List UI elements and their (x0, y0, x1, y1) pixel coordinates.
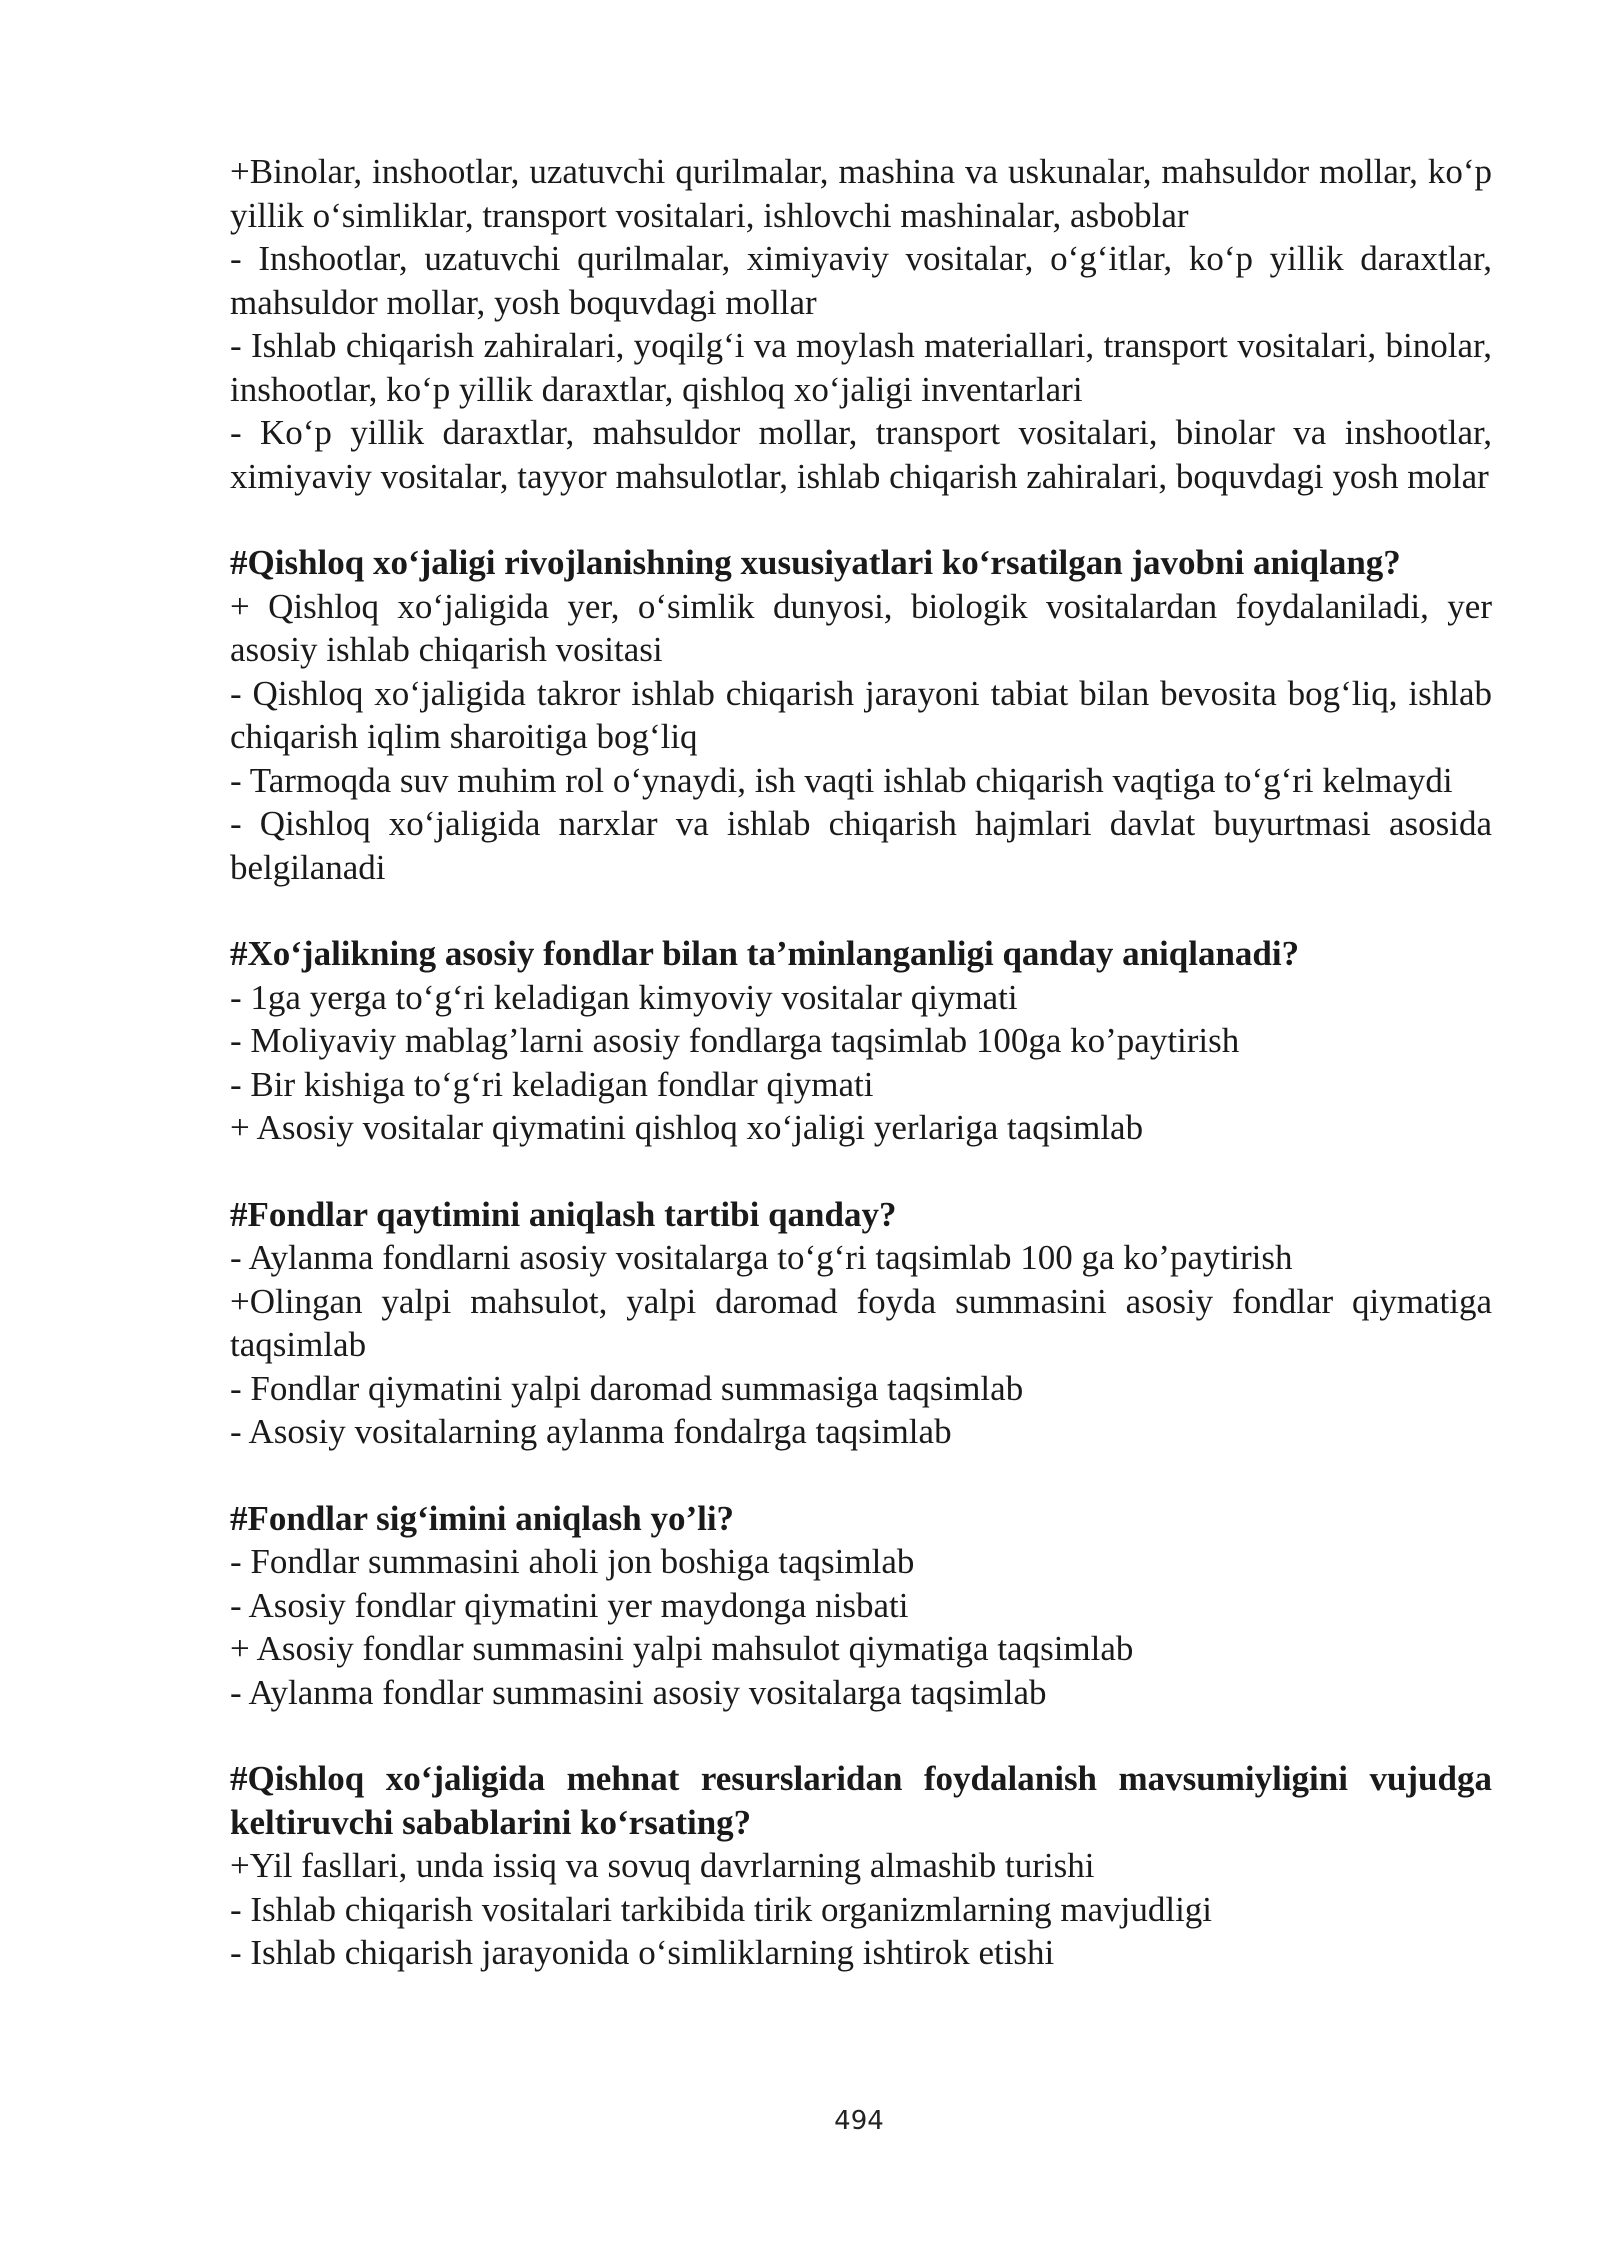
answer-option: + Asosiy vositalar qiymatini qishloq xo‘jaligi yerlariga taqsimlab (230, 1108, 1144, 1147)
answer-option: - 1ga yerga to‘g‘ri keladigan kimyoviy vositalar qiymati (230, 977, 1018, 1017)
answer-option: - Moliyaviy mablag’larni asosiy fondlarga taqsimlab 100ga ko’paytirish (230, 1021, 1240, 1060)
answer-option: - Inshootlar, uzatuvchi qurilmalar, ximiyaviy vositalar, o‘g‘itlar, ko‘p yillik daraxtlar, mahsuldor mollar, yosh boquvdagi mollar (230, 239, 1492, 322)
answer-option: - Qishloq xo‘jaligida narxlar va ishlab chiqarish hajmlari davlat buyurtmasi asosida belgilanadi (230, 804, 1492, 887)
answer-option: - Ishlab chiqarish vositalari tarkibida tirik organizmlarning mavjudligi (230, 1889, 1213, 1929)
answer-option: - Ishlab chiqarish zahiralari, yoqilg‘i va moylash materiallari, transport vositalari, binolar, inshootlar, ko‘p yillik daraxtlar, qishloq xo‘jaligi inventarlari (230, 326, 1492, 409)
answer-block-1 (230, 150, 1492, 498)
question-block-5 (230, 1497, 1492, 1715)
question-heading: #Fondlar qaytimini aniqlash tartibi qanday? (230, 1194, 897, 1234)
answer-option: - Asosiy fondlar qiymatini yer maydonga nisbati (230, 1585, 909, 1625)
answer-option: +Yil fasllari, unda issiq va sovuq davrlarning almashib turishi (230, 1846, 1095, 1885)
answer-option: - Qishloq xo‘jaligida takror ishlab chiqarish jarayoni tabiat bilan bevosita bog‘liq, ishlab chiqarish iqlim sharoitiga bog‘liq (230, 673, 1492, 756)
answer-option: +Binolar, inshootlar, uzatuvchi qurilmalar, mashina va uskunalar, mahsuldor mollar, ko‘p yillik o‘simliklar, transport vositalari, ishlovchi mashinalar, asboblar (230, 152, 1492, 235)
answer-option: - Aylanma fondlarni asosiy vositalarga to‘g‘ri taqsimlab 100 ga ko’paytirish (230, 1238, 1293, 1277)
question-block-4 (230, 1193, 1492, 1454)
answer-option: + Asosiy fondlar summasini yalpi mahsulot qiymatiga taqsimlab (230, 1629, 1134, 1668)
question-block-6 (230, 1757, 1492, 1975)
question-block-3 (230, 932, 1492, 1150)
answer-option: - Fondlar summasini aholi jon boshiga taqsimlab (230, 1542, 915, 1581)
question-heading: #Qishloq xo‘jaligida mehnat resurslaridan foydalanish mavsumiyligini vujudga keltiruvchi sabablarini ko‘rsating? (230, 1759, 1492, 1842)
question-heading: #Xo‘jalikning asosiy fondlar bilan ta’minlanganligi qanday aniqlanadi? (230, 934, 1300, 973)
answer-option: - Ishlab chiqarish jarayonida o‘simliklarning ishtirok etishi (230, 1933, 1055, 1972)
answer-option: + Qishloq xo‘jaligida yer, o‘simlik dunyosi, biologik vositalardan foydalaniladi, yer asosiy ishlab chiqarish vositasi (230, 586, 1492, 669)
question-heading: #Qishloq xo‘jaligi rivojlanishning xususiyatlari ko‘rsatilgan javobni aniqlang? (230, 543, 1401, 582)
question-heading: #Fondlar sig‘imini aniqlash yo’li? (230, 1498, 735, 1538)
answer-option: - Aylanma fondlar summasini asosiy vositalarga taqsimlab (230, 1672, 1047, 1712)
answer-option: - Asosiy vositalarning aylanma fondalrga taqsimlab (230, 1412, 952, 1451)
answer-option: +Olingan yalpi mahsulot, yalpi daromad foyda summasini asosiy fondlar qiymatiga taqsimlab (230, 1281, 1492, 1364)
answer-option: - Tarmoqda suv muhim rol o‘ynaydi, ish vaqti ishlab chiqarish vaqtiga to‘g‘ri kelmaydi (230, 760, 1453, 800)
answer-option: - Ko‘p yillik daraxtlar, mahsuldor mollar, transport vositalari, binolar va inshootlar, ximiyaviy vositalar, tayyor mahsulotlar, ishlab chiqarish zahiralari, boquvdagi yosh molar (230, 413, 1492, 496)
answer-option: - Bir kishiga to‘g‘ri keladigan fondlar qiymati (230, 1064, 874, 1104)
question-block-2 (230, 541, 1492, 889)
document-page (230, 150, 1492, 1975)
page-number: 494 (834, 2106, 884, 2136)
answer-option: - Fondlar qiymatini yalpi daromad summasiga taqsimlab (230, 1368, 1024, 1408)
